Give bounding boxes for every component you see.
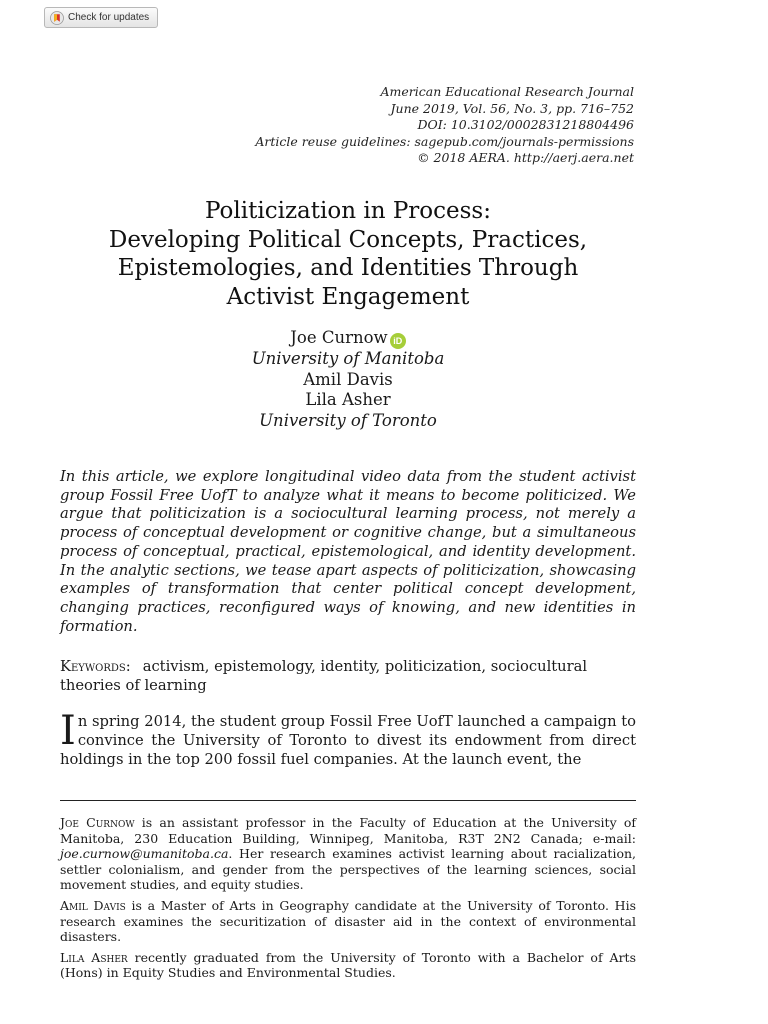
footnote-text: is a Master of Arts in Geography candidate at the University of Toronto. His research examines the securitization of disaster aid in the context of environmental disasters. bbox=[60, 897, 636, 945]
author-name: Joe Curnow bbox=[290, 328, 388, 347]
abstract: In this article, we explore longitudinal video data from the student activist group Fossil Free UofT to analyze what it means to become politicized. We argue that politicization is a sociocultural learning process, not merely a process of conceptual development or cognitive change, but a simultaneous process of conceptual, practical, epistemological, and identity development. In the analytic sections, we tease apart aspects of politicization, showcasing examples of transformation that center political concept development, changing practices, reconfigured ways of knowing, and new identities in formation. bbox=[60, 468, 636, 635]
title-line: Activist Engagement bbox=[226, 283, 470, 310]
copyright: © 2018 AERA. http://aerj.aera.net bbox=[417, 150, 634, 165]
email-link[interactable]: joe.curnow@umanitoba.ca bbox=[60, 846, 229, 862]
footnote-asher bbox=[60, 950, 636, 981]
reuse-guidelines: Article reuse guidelines: sagepub.com/journals-permissions bbox=[255, 133, 634, 149]
author-footnotes bbox=[60, 815, 636, 986]
footnote-curnow bbox=[60, 815, 636, 893]
footnote-text: is an assistant professor in the Faculty of Education at the University of Manitoba, 230 Education Building, Winnipeg, Manitoba, R3T 2N2 Canada; e-mail: bbox=[60, 815, 636, 846]
keywords-label: Keywords: bbox=[60, 658, 131, 675]
crossmark-update-icon bbox=[50, 11, 64, 25]
body-text: n spring 2014, the student group Fossil Free UofT launched a campaign to convince the University of Toronto to divest its endowment from direct holdings in the top 200 fossil fuel companies. At the launch event, the bbox=[60, 713, 636, 768]
article-title bbox=[60, 197, 636, 311]
orcid-icon[interactable]: iD bbox=[390, 333, 406, 349]
drop-cap: I bbox=[60, 708, 76, 754]
check-for-updates-button[interactable] bbox=[44, 7, 158, 28]
author-3: Lila Asher bbox=[305, 390, 391, 409]
journal-metadata bbox=[255, 84, 634, 167]
author-1 bbox=[60, 328, 636, 349]
author-2: Amil Davis bbox=[303, 369, 393, 389]
title-line: Politicization in Process: bbox=[205, 198, 491, 224]
journal-issue: June 2019, Vol. 56, No. 3, pp. 716–752 bbox=[390, 100, 634, 116]
footnote-divider bbox=[60, 800, 636, 801]
footnote-davis bbox=[60, 898, 636, 945]
body-paragraph bbox=[60, 708, 636, 769]
footnote-name: Lila Asher bbox=[60, 949, 128, 965]
affiliation-2: University of Toronto bbox=[259, 410, 437, 430]
doi: DOI: 10.3102/0002831218804496 bbox=[417, 117, 634, 132]
journal-name: American Educational Research Journal bbox=[380, 84, 634, 99]
affiliation-1: University of Manitoba bbox=[251, 349, 445, 368]
keywords bbox=[60, 657, 636, 695]
title-line: Epistemologies, and Identities Through bbox=[117, 255, 579, 281]
check-for-updates-label: Check for updates bbox=[68, 12, 150, 23]
keywords-text: activism, epistemology, identity, politicization, sociocultural theories of learning bbox=[60, 658, 588, 694]
footnote-name: Joe Curnow bbox=[60, 815, 135, 830]
footnote-text: . Her research examines activist learning about racialization, settler colonialism, and gender from the perspectives of the learning sciences, social movement studies, and equity studies. bbox=[60, 846, 636, 893]
title-line: Developing Political Concepts, Practices, bbox=[108, 226, 588, 253]
author-block bbox=[60, 328, 636, 431]
footnote-text: recently graduated from the University of Toronto with a Bachelor of Arts (Hons) in Equity Studies and Environmental Studies. bbox=[60, 949, 636, 981]
footnote-name: Amil Davis bbox=[60, 897, 126, 913]
